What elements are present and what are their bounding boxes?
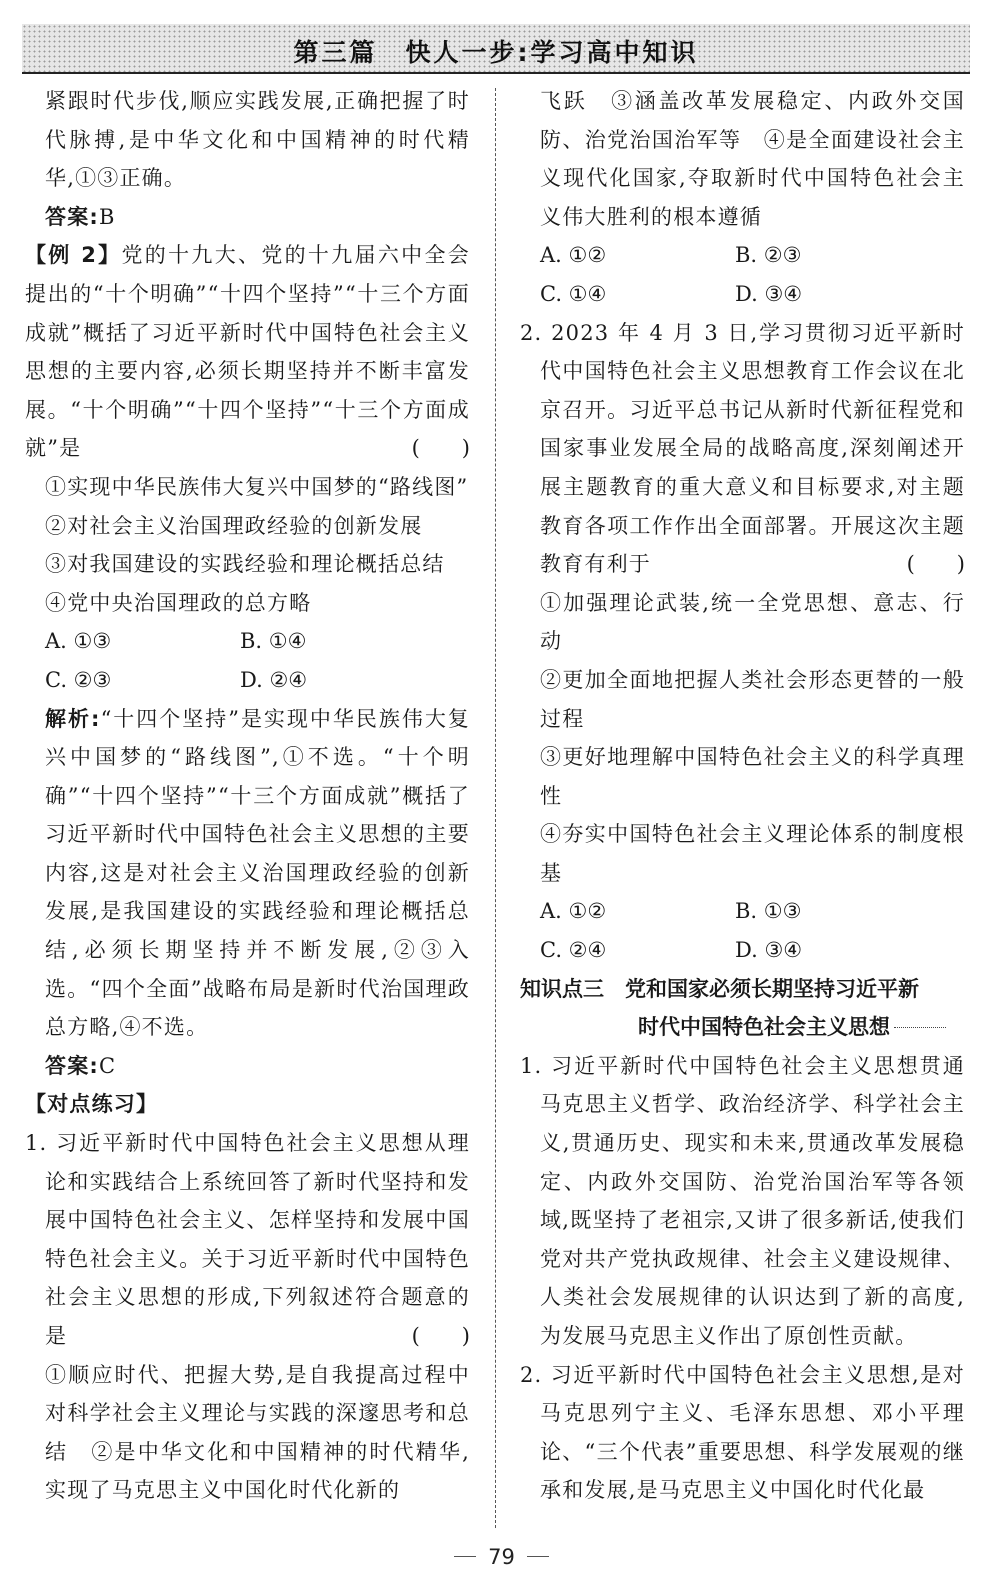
question-1-options-continued: 飞跃 ③涵盖改革发展稳定、内政外交国防、治党治国治军等 ④是全面建设社会主义现代化国家,夺取新时代中国特色社会主义伟大胜利的根本遵循 (540, 89, 965, 229)
analysis-label: 解析: (45, 706, 101, 731)
example-2-option-4: ④党中央治国理政的总方略 (45, 590, 312, 615)
footer-dash-left (454, 1556, 476, 1557)
page-header (22, 24, 970, 74)
knowledge-point-paragraph-2: 2. 习近平新时代中国特色社会主义思想,是对马克思列宁主义、毛泽东思想、邓小平理论、“三个代表”重要思想、科学发展观的继承和发展,是马克思主义中国化时代化最 (520, 1362, 965, 1503)
question-2-option-1: ①加强理论武装,统一全党思想、意志、行动 (540, 590, 965, 654)
choice-c: C. ①④ (540, 281, 607, 306)
example-2-choices-row-1 (25, 622, 470, 661)
header-title: 第三篇 快人一步:学习高中知识 (293, 38, 699, 67)
page-number: 79 (488, 1545, 515, 1569)
example-2-label: 【例 2】 (25, 243, 122, 268)
page-footer (0, 1545, 1003, 1569)
choice-a: A. ①② (540, 243, 607, 268)
question-2-option-3: ③更好地理解中国特色社会主义的科学真理性 (540, 745, 965, 808)
example-2-option-1: ①实现中华民族伟大复兴中国梦的“路线图” (45, 474, 469, 499)
question-1-text: 1. 习近平新时代中国特色社会主义思想从理论和实践结合上系统回答了新时代坚持和发展中国特色社会主义、怎样坚持和发展中国特色社会主义。关于习近平新时代中国特色社会主义思想的形成,下列叙述符合题意的是 (25, 1131, 470, 1348)
knowledge-point-title-text: 时代中国特色社会主义思想 (638, 1015, 890, 1040)
example-2-option-2: ②对社会主义治国理政经验的创新发展 (45, 513, 423, 538)
choice-c: C. ②④ (540, 938, 607, 963)
choice-a: A. ①③ (45, 629, 112, 654)
question-2-choices-row-2 (520, 931, 965, 970)
example-2-text: 党的十九大、党的十九届六中全会提出的“十个明确”“十四个坚持”“十三个方面成就”概括了习近平新时代中国特色社会主义思想的主要内容,必须长期坚持并不断丰富发展。“十个明确”“十四个坚持”“十三个方面成就”是 (25, 243, 470, 461)
question-1-choices-row-1 (520, 236, 965, 275)
knowledge-point-title-line-2 (520, 1008, 965, 1047)
column-divider (495, 88, 496, 1528)
footer-dash-right (527, 1556, 549, 1557)
example-2-stem (25, 236, 470, 468)
question-1-choices-row-2 (520, 275, 965, 314)
choice-b: B. ②③ (735, 243, 802, 268)
choice-b: B. ①③ (735, 899, 802, 924)
question-2-text: 2. 2023 年 4 月 3 日,学习贯彻习近平新时代中国特色社会主义思想教育工作会议在北京召开。习近平总书记从新时代新征程党和国家事业发展全局的战略高度,深刻阐述开展主题教育的重大意义和目标要求,对主题教育各项工作作出全面部署。开展这次主题教育有利于 (520, 320, 965, 577)
question-2-option-4: ④夯实中国特色社会主义理论体系的制度根基 (540, 822, 965, 885)
knowledge-point-paragraph-1: 1. 习近平新时代中国特色社会主义思想贯通马克思主义哲学、政治经济学、科学社会主义,贯通历史、现实和未来,贯通改革发展稳定、内政外交国防、治党治国治军等各领域,既坚持了老祖宗,又讲了很多新话,使我们党对共产党执政规律、社会主义建设规律、人类社会发展规律的认识达到了新的高度,为发展马克思主义作出了原创性贡献。 (520, 1053, 965, 1348)
practice-heading: 【对点练习】 (25, 1092, 159, 1117)
answer-paren: ( ) (906, 552, 965, 577)
knowledge-point-title-line-1: 知识点三 党和国家必须长期坚持习近平新 (520, 976, 919, 1001)
question-2-option-2: ②更加全面地把握人类社会形态更替的一般过程 (540, 667, 965, 731)
choice-d: D. ②④ (240, 667, 308, 692)
left-column (25, 82, 470, 1510)
analysis-text: “十四个坚持”是实现中华民族伟大复兴中国梦的“路线图”,①不选。“十个明确”“十四个坚持”“十三个方面成就”概括了习近平新时代中国特色社会主义思想的主要内容,这是对社会主义治国理政经验的创新发展,是我国建设的实践经验和理论概括总结,必须长期坚持并不断发展,②③入选。“四个全面”战略布局是新时代治国理政总方略,④不选。 (45, 706, 471, 1040)
answer-paren: ( ) (411, 1324, 470, 1348)
example-2-option-3: ③对我国建设的实践经验和理论概括总结 (45, 552, 445, 577)
choice-c: C. ②③ (45, 667, 112, 692)
answer-value: C (99, 1053, 117, 1078)
question-2-stem (520, 314, 965, 584)
analysis-2 (25, 700, 470, 1047)
example-2-choices-row-2 (25, 661, 470, 700)
right-column (520, 82, 965, 1510)
question-1-stem (25, 1124, 470, 1356)
answer-value: B (99, 204, 116, 229)
answer-1 (25, 198, 470, 237)
answer-paren: ( ) (411, 436, 470, 461)
answer-label: 答案: (45, 204, 99, 229)
choice-d: D. ③④ (735, 281, 803, 306)
answer-2 (25, 1047, 470, 1086)
analysis-continuation: 紧跟时代步伐,顺应实践发展,正确把握了时代脉搏,是中华文化和中国精神的时代精华,①③正确。 (45, 89, 470, 191)
answer-label: 答案: (45, 1053, 99, 1078)
choice-b: B. ①④ (240, 629, 307, 654)
dotted-leader (894, 1027, 946, 1028)
choice-d: D. ③④ (735, 938, 803, 963)
question-2-choices-row-1 (520, 892, 965, 931)
choice-a: A. ①② (540, 899, 607, 924)
question-1-options: ①顺应时代、把握大势,是自我提高过程中对科学社会主义理论与实践的深邃思考和总结 ②是中华文化和中国精神的时代精华,实现了马克思主义中国化时代化新的 (45, 1362, 470, 1503)
